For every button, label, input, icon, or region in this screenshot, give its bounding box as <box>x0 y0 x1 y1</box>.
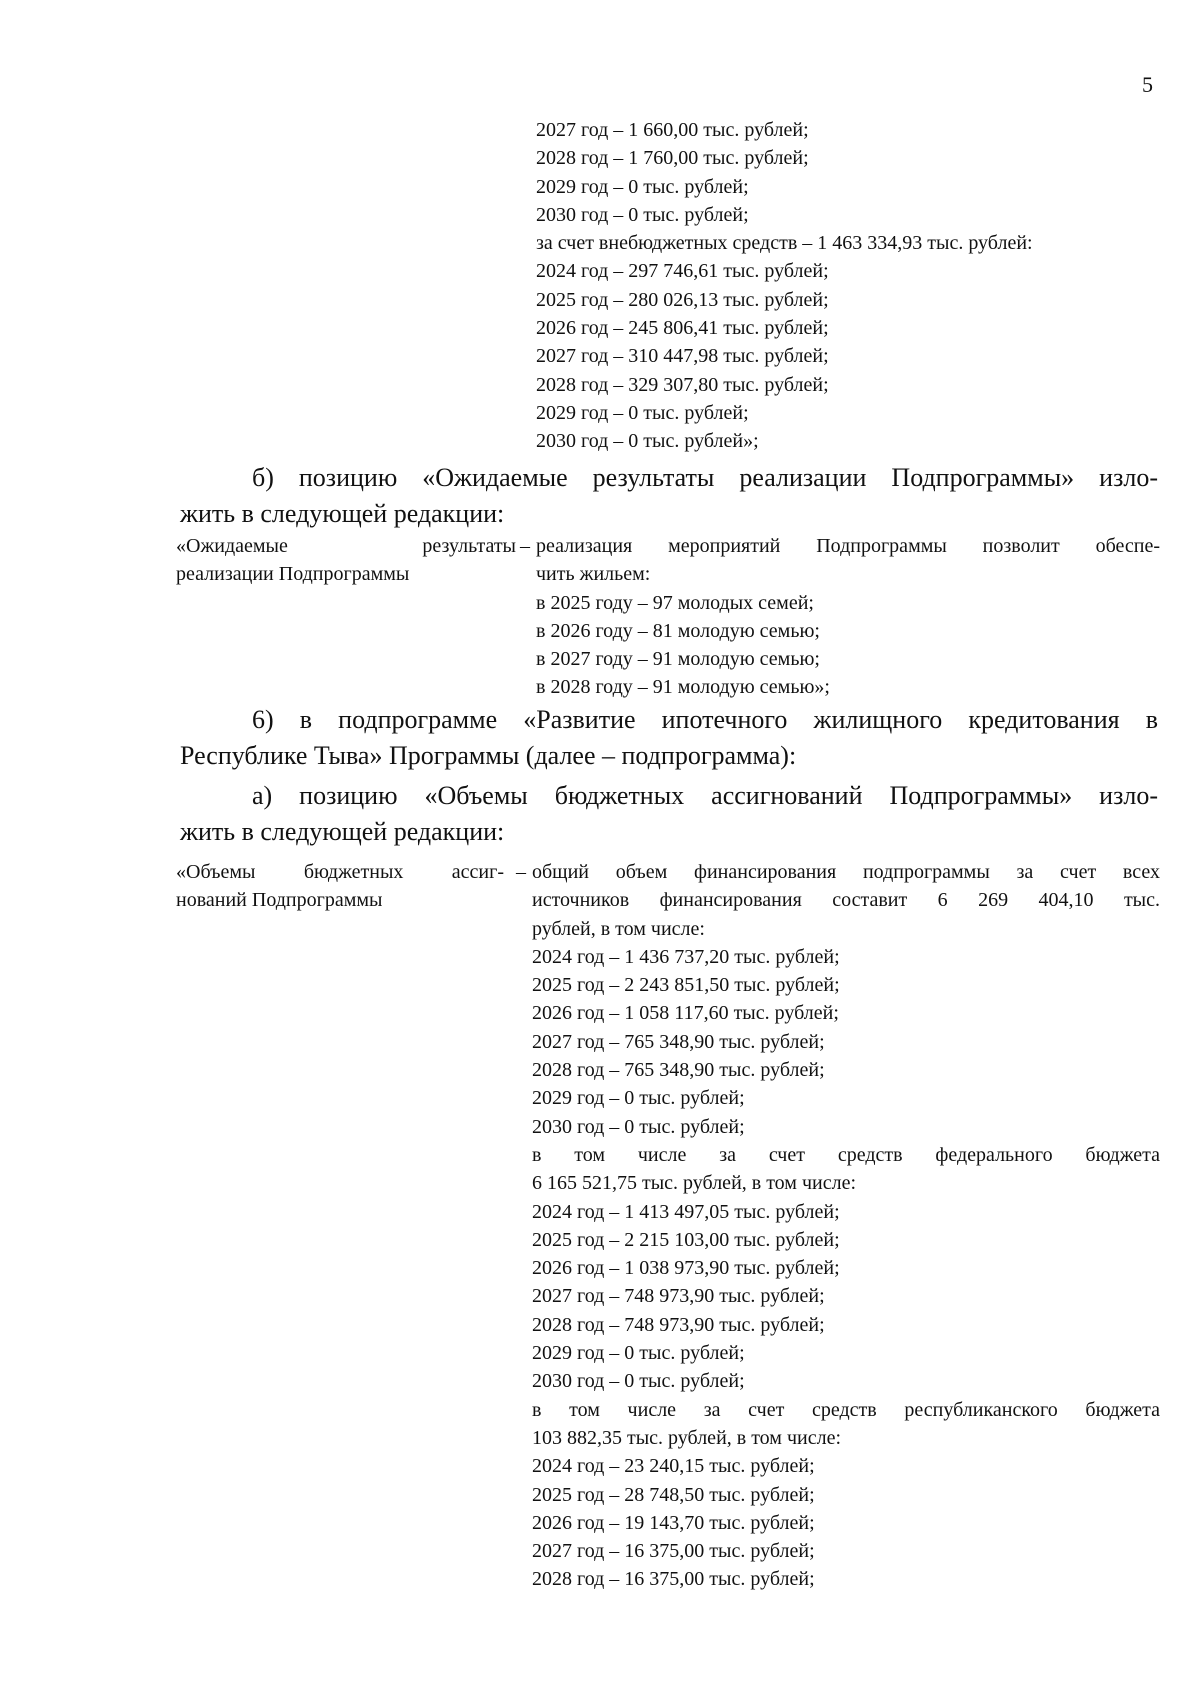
list-item: 2029 год – 0 тыс. рублей; <box>536 401 749 424</box>
list-item: 2028 год – 16 375,00 тыс. рублей; <box>532 1568 815 1591</box>
list-item: 2027 год – 1 660,00 тыс. рублей; <box>536 119 809 141</box>
list-item: 2028 год – 765 348,90 тыс. рублей; <box>532 1059 825 1082</box>
list-item: в 2025 году – 97 молодых семей; <box>536 591 814 614</box>
results-label <box>176 532 516 589</box>
results-value-line1: реализация мероприятий Подпрограммы позволит обеспе- <box>536 535 1160 557</box>
list-item: 2027 год – 310 447,98 тыс. рублей; <box>536 345 829 368</box>
page-number: 5 <box>1142 72 1153 97</box>
list-item: 2030 год – 0 тыс. рублей; <box>532 1115 745 1138</box>
list-item: 2024 год – 23 240,15 тыс. рублей; <box>532 1455 815 1478</box>
list-item: 2027 год – 748 973,90 тыс. рублей; <box>532 1285 825 1308</box>
list-item: 2026 год – 1 038 973,90 тыс. рублей; <box>532 1257 840 1280</box>
funding-continuation-list <box>536 116 1156 456</box>
paragraph-b <box>180 460 1158 532</box>
results-value <box>536 532 1160 702</box>
federal-budget-line1: в том числе за счет средств федерального бюджета <box>532 1143 1160 1166</box>
list-item: 2028 год – 748 973,90 тыс. рублей; <box>532 1313 825 1336</box>
paragraph-6 <box>180 702 1158 774</box>
results-label-line2: реализации Подпрограммы <box>176 563 410 586</box>
results-value-line2: чить жильем: <box>536 563 651 586</box>
list-item: в 2027 году – 91 молодую семью; <box>536 648 820 671</box>
list-item: 2030 год – 0 тыс. рублей; <box>532 1370 745 1393</box>
list-item: 2028 год – 329 307,80 тыс. рублей; <box>536 373 829 396</box>
paragraph-b-line2: жить в следующей редакции: <box>180 499 505 528</box>
volumes-value-line2: источников финансирования составит 6 269 404,10 тыс. <box>532 889 1160 912</box>
list-item: 2028 год – 1 760,00 тыс. рублей; <box>536 147 809 170</box>
list-item: 2025 год – 2 243 851,50 тыс. рублей; <box>532 974 840 997</box>
volumes-value-line1: общий объем финансирования подпрограммы за счет всех <box>532 861 1160 883</box>
paragraph-a-line2: жить в следующей редакции: <box>180 817 505 846</box>
republic-budget-line1: в том числе за счет средств республиканского бюджета <box>532 1398 1160 1421</box>
list-item: 2030 год – 0 тыс. рублей»; <box>536 430 759 453</box>
list-item: за счет внебюджетных средств – 1 463 334,93 тыс. рублей: <box>536 232 1033 255</box>
paragraph-a-line1: а) позицию «Объемы бюджетных ассигнований Подпрограммы» изло- <box>252 781 1158 810</box>
results-label-line1: «Ожидаемые результаты <box>176 535 516 557</box>
paragraph-a <box>180 778 1158 850</box>
list-item: 2027 год – 16 375,00 тыс. рублей; <box>532 1540 815 1563</box>
list-item: 2029 год – 0 тыс. рублей; <box>532 1087 745 1110</box>
list-item: 2026 год – 1 058 117,60 тыс. рублей; <box>532 1002 839 1025</box>
list-item: 2025 год – 28 748,50 тыс. рублей; <box>532 1483 815 1506</box>
list-item: 2024 год – 297 746,61 тыс. рублей; <box>536 260 829 283</box>
list-item: 2024 год – 1 436 737,20 тыс. рублей; <box>532 945 840 968</box>
volumes-label-line2: нований Подпрограммы <box>176 889 383 912</box>
list-item: 2025 год – 280 026,13 тыс. рублей; <box>536 288 829 311</box>
list-item: 2029 год – 0 тыс. рублей; <box>536 175 749 198</box>
volumes-dash: – <box>516 861 526 883</box>
republic-budget-line2: 103 882,35 тыс. рублей, в том числе: <box>532 1426 842 1449</box>
list-item: 2025 год – 2 215 103,00 тыс. рублей; <box>532 1228 840 1251</box>
list-item: 2026 год – 19 143,70 тыс. рублей; <box>532 1511 815 1534</box>
federal-budget-line2: 6 165 521,75 тыс. рублей, в том числе: <box>532 1172 857 1195</box>
paragraph-6-line1: 6) в подпрограмме «Развитие ипотечного жилищного кредитования в <box>252 705 1158 734</box>
results-dash: – <box>520 535 530 557</box>
list-item: 2030 год – 0 тыс. рублей; <box>536 203 749 226</box>
volumes-value <box>532 858 1160 1594</box>
paragraph-6-line2: Республике Тыва» Программы (далее – подпрограмма): <box>180 741 797 770</box>
list-item: в 2028 году – 91 молодую семью»; <box>536 676 830 699</box>
list-item: 2024 год – 1 413 497,05 тыс. рублей; <box>532 1200 840 1223</box>
volumes-value-line3: рублей, в том числе: <box>532 917 705 940</box>
list-item: 2026 год – 245 806,41 тыс. рублей; <box>536 317 829 340</box>
list-item: 2027 год – 765 348,90 тыс. рублей; <box>532 1030 825 1053</box>
list-item: 2029 год – 0 тыс. рублей; <box>532 1342 745 1365</box>
volumes-label-line1: «Объемы бюджетных ассиг- <box>176 861 504 883</box>
paragraph-b-line1: б) позицию «Ожидаемые результаты реализации Подпрограммы» изло- <box>252 463 1158 492</box>
volumes-label <box>176 858 504 915</box>
list-item: в 2026 году – 81 молодую семью; <box>536 619 820 642</box>
